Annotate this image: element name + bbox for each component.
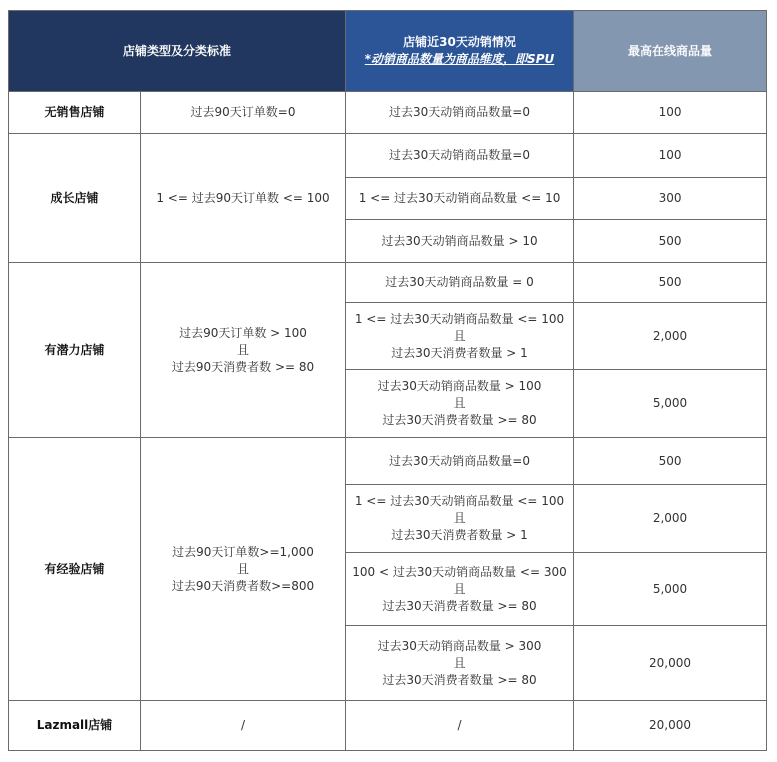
sales-condition-cell [346,178,574,220]
cell-line: 过去30天动销商品数量 > 100 [377,379,542,393]
store-type-cell: 有经验店铺 [9,438,141,701]
store-type-cell: 成长店铺 [9,134,141,263]
max-listings-cell: 5,000 [574,553,767,626]
max-listings-cell: 100 [574,134,767,178]
cell-line: 过去30天动销商品数量=0 [389,148,530,162]
cell-line: 1 <= 过去30天动销商品数量 <= 100 [354,494,565,508]
store-type-cell: 有潜力店铺 [9,263,141,438]
header-max-listings: 最高在线商品量 [574,11,767,92]
header-store-type: 店铺类型及分类标准 [9,11,346,92]
cell-line: / [240,718,246,732]
max-listings-cell: 300 [574,178,767,220]
cell-line: 且 [453,328,466,343]
cell-line: 过去30天动销商品数量 > 10 [381,233,538,248]
cell-line: 且 [453,655,466,670]
cell-line: 过去90天消费者数 >= 80 [171,359,315,374]
sales-condition-cell [346,370,574,438]
cell-line: 过去30天动销商品数量=0 [389,105,530,119]
cell-line: 过去30天动销商品数量=0 [389,453,530,468]
criteria-cell [141,134,346,263]
max-listings-cell: 20,000 [574,626,767,701]
cell-line: 1 <= 过去90天订单数 <= 100 [156,190,330,205]
cell-line: 100 < 过去30天动销商品数量 <= 300 [352,564,567,579]
table-row [9,438,767,485]
sales-condition-cell [346,701,574,751]
cell-line: 过去30天动销商品数量 = 0 [385,275,534,289]
cell-line: 且 [237,561,250,576]
sales-condition-cell [346,553,574,626]
cell-line: 且 [453,511,466,525]
max-listings-cell: 500 [574,438,767,485]
store-tier-table [8,10,767,751]
sales-condition-cell [346,92,574,134]
max-listings-cell: 500 [574,220,767,263]
criteria-cell [141,92,346,134]
sales-condition-cell [346,220,574,263]
cell-line: 过去30天消费者数量 > 1 [391,528,528,542]
sales-condition-cell [346,438,574,485]
cell-line: 过去30天消费者数量 >= 80 [382,672,537,687]
cell-line: 过去30天消费者数量 >= 80 [382,598,537,613]
cell-line: 过去90天订单数=0 [190,105,296,119]
store-type-cell: 无销售店铺 [9,92,141,134]
sales-condition-cell [346,303,574,370]
criteria-cell [141,438,346,701]
table-row [9,92,767,134]
cell-line: 且 [453,396,466,410]
cell-line: 且 [237,342,250,357]
cell-line: 过去90天消费者数>=800 [171,578,315,593]
table-row [9,263,767,303]
cell-line: 过去30天动销商品数量 > 300 [377,638,542,653]
header-sales-activity [346,11,574,92]
cell-line: 过去30天消费者数量 > 1 [391,345,528,360]
criteria-cell [141,263,346,438]
cell-line: 过去90天订单数 > 100 [179,325,307,340]
max-listings-cell: 5,000 [574,370,767,438]
sales-condition-cell [346,134,574,178]
table-row [9,701,767,751]
cell-line: 1 <= 过去30天动销商品数量 <= 10 [358,191,561,205]
max-listings-cell: 2,000 [574,303,767,370]
max-listings-cell: 500 [574,263,767,303]
max-listings-cell: 100 [574,92,767,134]
cell-line: 且 [453,581,466,596]
cell-line: / [457,718,462,732]
max-listings-cell: 20,000 [574,701,767,751]
table-row [9,134,767,178]
max-listings-cell: 2,000 [574,485,767,553]
sales-condition-cell [346,263,574,303]
criteria-cell [141,701,346,751]
cell-line: 过去90天订单数>=1,000 [172,544,314,559]
header-sales-title: 店铺近30天动销情况 [403,35,516,49]
cell-line: 过去30天消费者数量 >= 80 [382,413,537,427]
store-type-cell: Lazmall店铺 [9,701,141,751]
header-sales-note: *动销商品数量为商品维度，即SPU [364,52,555,66]
cell-line: 1 <= 过去30天动销商品数量 <= 100 [354,311,565,326]
sales-condition-cell [346,485,574,553]
sales-condition-cell [346,626,574,701]
